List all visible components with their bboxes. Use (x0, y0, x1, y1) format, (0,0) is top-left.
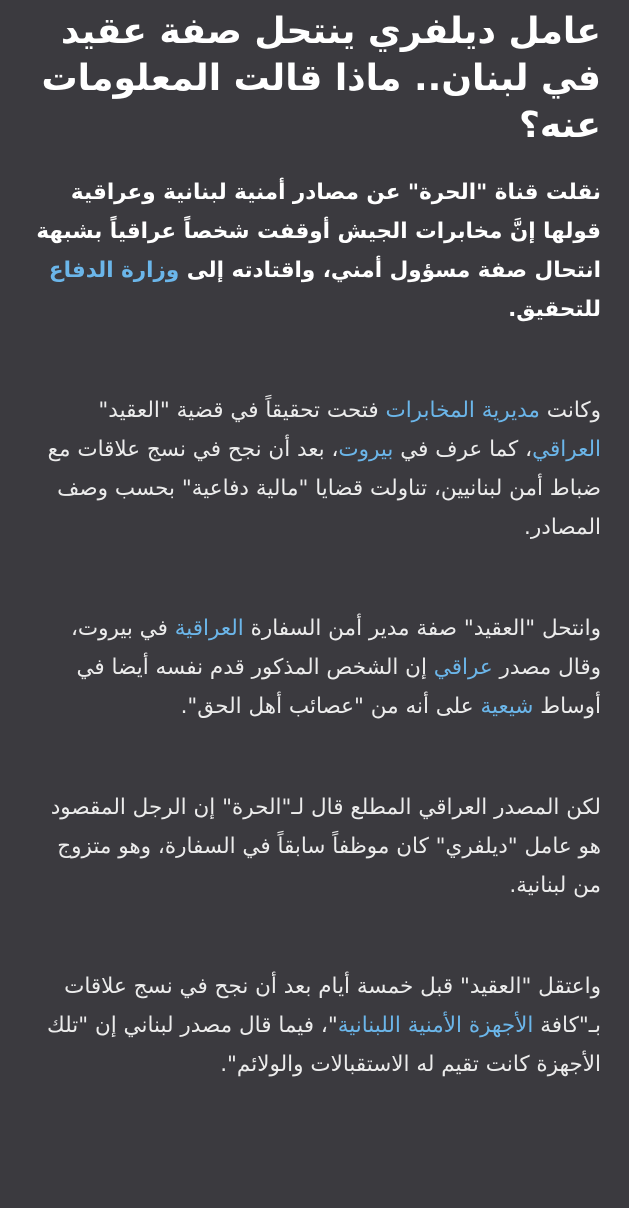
article-paragraph (24, 788, 601, 905)
paragraph-text: في بيروت، وقال مصدر (70, 616, 601, 680)
inline-link[interactable]: الأجهزة الأمنية اللبنانية (337, 1013, 534, 1038)
inline-link[interactable]: مديرية المخابرات (385, 398, 540, 423)
article-paragraph (24, 609, 601, 726)
inline-link[interactable]: العراقي (532, 437, 601, 462)
inline-link[interactable]: بيروت (338, 437, 394, 462)
paragraph-text: إن الشخص المذكور قدم نفسه أيضا في أوساط (76, 655, 601, 719)
paragraph-text: ، بعد أن نجح في نسج علاقات مع ضباط أمن لبنانيين، تناولت قضايا "مالية دفاعية" بحسب وصف المصادر. (47, 437, 601, 540)
inline-link[interactable]: عراقي (433, 655, 493, 680)
paragraph-text: لكن المصدر العراقي المطلع قال لـ"الحرة" إن الرجل المقصود هو عامل "ديلفري" كان موظفاً سابقاً في السفارة، وهو متزوج من لبنانية. (50, 795, 601, 898)
paragraph-text: "، فيما قال مصدر لبناني إن "تلك الأجهزة كانت تقيم له الاستقبالات والولائم". (47, 1013, 601, 1077)
article-paragraph (24, 967, 601, 1084)
article-body (24, 173, 601, 1084)
paragraph-text: وانتحل "العقيد" صفة مدير أمن السفارة (243, 616, 601, 641)
paragraph-text: فتحت تحقيقاً في قضية "العقيد" (98, 398, 386, 423)
inline-link[interactable]: العراقية (174, 616, 244, 641)
paragraph-text: نقلت قناة "الحرة" عن مصادر أمنية لبنانية وعراقية قولها إنَّ مخابرات الجيش أوقفت شخصاً عراقياً بشبهة انتحال صفة مسؤول أمني، واقتادته إلى (36, 180, 601, 283)
inline-link[interactable]: وزارة الدفاع (48, 258, 180, 283)
article-paragraph (24, 391, 601, 547)
paragraph-text: ، كما عرف في (393, 437, 533, 462)
paragraph-text: وكانت (539, 398, 601, 423)
article-title: عامل ديلفري ينتحل صفة عقيد في لبنان.. ماذا قالت المعلومات عنه؟ (41, 11, 601, 146)
paragraph-text: على أنه من "عصائب أهل الحق". (180, 694, 481, 719)
article-paragraph (24, 173, 601, 329)
inline-link[interactable]: شيعية (480, 694, 534, 719)
paragraph-text: واعتقل "العقيد" قبل خمسة أيام بعد أن نجح في نسج علاقات بـ"كافة (64, 974, 601, 1038)
article (0, 8, 629, 1084)
paragraph-text: للتحقيق. (508, 297, 601, 322)
